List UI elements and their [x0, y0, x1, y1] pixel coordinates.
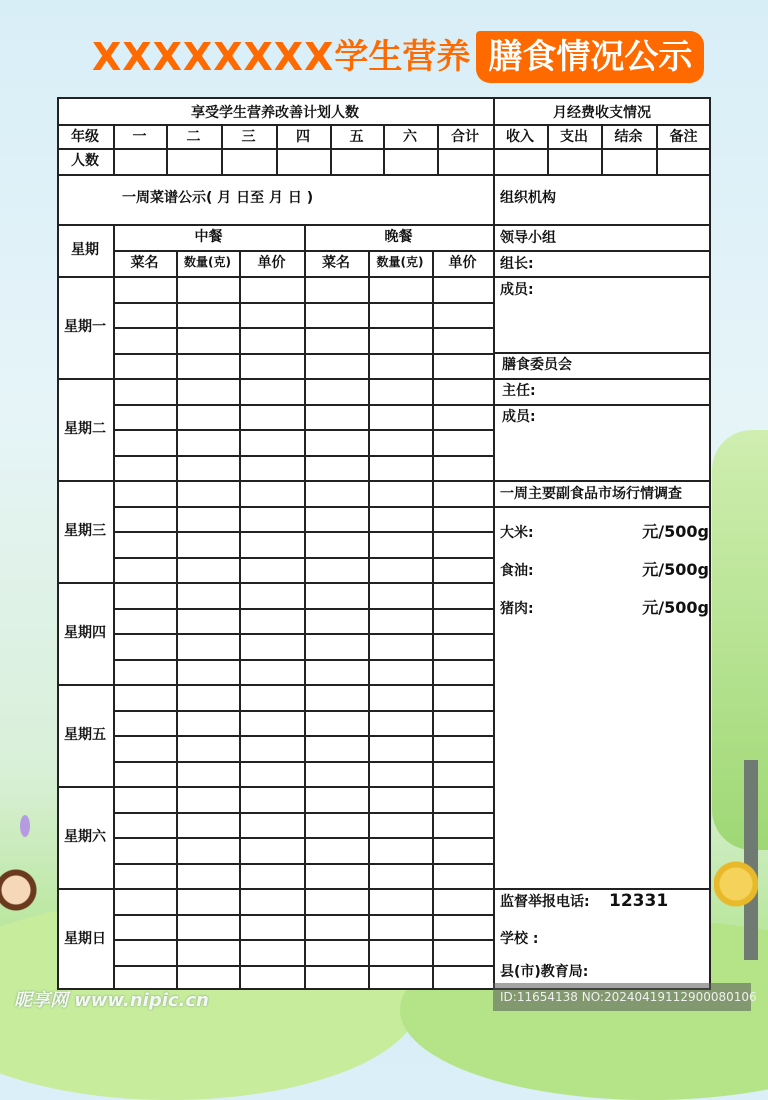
- menu-entry-cell[interactable]: [241, 661, 304, 685]
- menu-entry-cell[interactable]: [115, 941, 176, 965]
- enrollment-count-input[interactable]: [332, 150, 383, 174]
- menu-entry-cell[interactable]: [115, 686, 176, 710]
- menu-entry-cell[interactable]: [306, 431, 368, 455]
- menu-entry-cell[interactable]: [178, 304, 239, 328]
- grid-line: [113, 250, 493, 252]
- grid-line: [493, 250, 711, 252]
- menu-entry-cell[interactable]: [241, 380, 304, 404]
- weekday-header: 星期: [71, 242, 99, 258]
- menu-entry-cell[interactable]: [178, 941, 239, 965]
- menu-entry-cell[interactable]: [434, 355, 493, 379]
- menu-entry-cell[interactable]: [178, 431, 239, 455]
- menu-entry-cell[interactable]: [306, 635, 368, 659]
- menu-entry-cell[interactable]: [178, 329, 239, 353]
- menu-entry-cell[interactable]: [370, 431, 432, 455]
- enrollment-header: 享受学生营养改善计划人数: [191, 105, 359, 121]
- title-badge: 膳食情况公示: [476, 31, 704, 83]
- menu-entry-cell[interactable]: [434, 916, 493, 940]
- market-item-label: 大米:: [500, 525, 534, 541]
- menu-entry-cell[interactable]: [306, 304, 368, 328]
- menu-entry-cell[interactable]: [306, 916, 368, 940]
- menu-entry-cell[interactable]: [434, 431, 493, 455]
- menu-entry-cell[interactable]: [370, 712, 432, 736]
- menu-entry-cell[interactable]: [241, 941, 304, 965]
- menu-entry-cell[interactable]: [178, 737, 239, 761]
- menu-entry-cell[interactable]: [370, 661, 432, 685]
- menu-entry-cell[interactable]: [306, 355, 368, 379]
- section-divider: [493, 97, 495, 990]
- menu-entry-cell[interactable]: [370, 686, 432, 710]
- menu-entry-cell[interactable]: [115, 406, 176, 430]
- menu-entry-cell[interactable]: [306, 763, 368, 787]
- menu-entry-cell[interactable]: [434, 329, 493, 353]
- menu-entry-cell[interactable]: [241, 431, 304, 455]
- finance-column-header: 备注: [669, 129, 698, 145]
- menu-entry-cell[interactable]: [434, 865, 493, 889]
- image-id-text: ID:11654138 NO:20240419112900080106: [500, 990, 757, 1004]
- menu-entry-cell[interactable]: [115, 559, 176, 583]
- market-item-unit: 元/500g: [642, 522, 709, 541]
- education-bureau-label: 县(市)教育局:: [500, 964, 589, 980]
- menu-entry-cell[interactable]: [370, 788, 432, 812]
- org-divider: [493, 480, 711, 482]
- market-item-unit: 元/500g: [642, 560, 709, 579]
- menu-entry-cell[interactable]: [115, 355, 176, 379]
- menu-entry-cell[interactable]: [306, 329, 368, 353]
- menu-entry-cell[interactable]: [306, 737, 368, 761]
- menu-entry-cell[interactable]: [115, 890, 176, 914]
- menu-entry-cell[interactable]: [241, 788, 304, 812]
- finance-column-header: 结余: [614, 129, 643, 145]
- title-prefix: XXXXXXXX: [92, 35, 335, 79]
- menu-entry-cell[interactable]: [434, 304, 493, 328]
- finance-value-input[interactable]: [603, 150, 656, 174]
- title-main: 学生营养: [334, 37, 471, 77]
- menu-entry-cell[interactable]: [241, 712, 304, 736]
- menu-entry-cell[interactable]: [434, 610, 493, 634]
- menu-entry-cell[interactable]: [434, 814, 493, 838]
- menu-entry-cell[interactable]: [306, 380, 368, 404]
- menu-entry-cell[interactable]: [306, 457, 368, 481]
- grade-label: 年级: [71, 129, 99, 145]
- menu-entry-cell[interactable]: [306, 584, 368, 608]
- finance-column-header: 收入: [506, 129, 534, 145]
- menu-entry-cell[interactable]: [241, 967, 304, 991]
- menu-entry-cell[interactable]: [178, 559, 239, 583]
- menu-entry-cell[interactable]: [434, 737, 493, 761]
- menu-entry-cell[interactable]: [241, 916, 304, 940]
- menu-entry-cell[interactable]: [370, 584, 432, 608]
- menu-entry-cell[interactable]: [178, 661, 239, 685]
- menu-entry-cell[interactable]: [115, 635, 176, 659]
- menu-entry-cell[interactable]: [178, 278, 239, 302]
- menu-entry-cell[interactable]: [370, 610, 432, 634]
- menu-entry-cell[interactable]: [241, 355, 304, 379]
- menu-entry-cell[interactable]: [115, 814, 176, 838]
- menu-entry-cell[interactable]: [115, 712, 176, 736]
- menu-entry-cell[interactable]: [115, 278, 176, 302]
- menu-entry-cell[interactable]: [434, 712, 493, 736]
- market-survey-title: 一周主要副食品市场行情调查: [500, 486, 682, 502]
- menu-entry-cell[interactable]: [241, 814, 304, 838]
- grid-line: [57, 174, 711, 176]
- menu-column-header: 菜名: [322, 255, 350, 271]
- finance-value-input[interactable]: [549, 150, 601, 174]
- menu-entry-cell[interactable]: [434, 941, 493, 965]
- menu-entry-cell[interactable]: [370, 635, 432, 659]
- finance-column-header: 支出: [560, 129, 588, 145]
- weekday-label: 星期三: [64, 523, 106, 539]
- finance-value-input[interactable]: [495, 150, 547, 174]
- weekday-label: 星期日: [64, 931, 106, 947]
- menu-entry-cell[interactable]: [241, 635, 304, 659]
- menu-entry-cell[interactable]: [115, 916, 176, 940]
- menu-entry-cell[interactable]: [115, 329, 176, 353]
- weekday-label: 星期四: [64, 625, 106, 641]
- menu-entry-cell[interactable]: [306, 406, 368, 430]
- menu-entry-cell[interactable]: [178, 712, 239, 736]
- grid-line: [57, 224, 711, 226]
- org-divider: [493, 888, 711, 890]
- menu-entry-cell[interactable]: [178, 865, 239, 889]
- menu-entry-cell[interactable]: [306, 278, 368, 302]
- menu-column-header: 数量(克): [376, 255, 424, 269]
- menu-entry-cell[interactable]: [178, 508, 239, 532]
- site-watermark: 昵享网 www.nipic.cn: [14, 990, 209, 1011]
- menu-entry-cell[interactable]: [241, 610, 304, 634]
- menu-entry-cell[interactable]: [115, 482, 176, 506]
- menu-entry-cell[interactable]: [434, 890, 493, 914]
- weekday-label: 星期一: [64, 319, 106, 335]
- enrollment-count-input[interactable]: [168, 150, 221, 174]
- enrollment-count-input[interactable]: [278, 150, 330, 174]
- menu-entry-cell[interactable]: [306, 967, 368, 991]
- menu-entry-cell[interactable]: [306, 686, 368, 710]
- menu-entry-cell[interactable]: [178, 635, 239, 659]
- menu-entry-cell[interactable]: [115, 457, 176, 481]
- menu-entry-cell[interactable]: [178, 380, 239, 404]
- enrollment-count-input[interactable]: [439, 150, 493, 174]
- school-label: 学校 :: [500, 931, 539, 947]
- sunflower-decoration: [714, 840, 758, 950]
- menu-entry-cell[interactable]: [434, 482, 493, 506]
- child-illustration: [0, 860, 40, 960]
- menu-entry-cell[interactable]: [115, 610, 176, 634]
- committee-members-field[interactable]: [495, 406, 711, 480]
- menu-entry-cell[interactable]: [178, 482, 239, 506]
- weekday-label: 星期五: [64, 727, 106, 743]
- menu-entry-cell[interactable]: [370, 457, 432, 481]
- leader-label: 组长:: [500, 256, 534, 272]
- menu-entry-cell[interactable]: [370, 380, 432, 404]
- org-divider: [493, 352, 711, 354]
- menu-entry-cell[interactable]: [370, 329, 432, 353]
- menu-entry-cell[interactable]: [306, 661, 368, 685]
- market-item-label: 猪肉:: [500, 601, 534, 617]
- menu-entry-cell[interactable]: [370, 559, 432, 583]
- menu-entry-cell[interactable]: [434, 763, 493, 787]
- menu-entry-cell[interactable]: [241, 533, 304, 557]
- menu-entry-cell[interactable]: [370, 304, 432, 328]
- market-item-label: 食油:: [500, 563, 534, 579]
- menu-entry-cell[interactable]: [434, 839, 493, 863]
- menu-entry-cell[interactable]: [370, 916, 432, 940]
- leadership-members-label: 成员:: [500, 282, 534, 298]
- finance-value-input[interactable]: [658, 150, 711, 174]
- menu-entry-cell[interactable]: [178, 406, 239, 430]
- hotline-number: 12331: [609, 891, 669, 911]
- menu-entry-cell[interactable]: [306, 559, 368, 583]
- menu-entry-cell[interactable]: [370, 941, 432, 965]
- committee-director-label: 主任:: [502, 383, 536, 399]
- menu-entry-cell[interactable]: [306, 712, 368, 736]
- menu-entry-cell[interactable]: [115, 865, 176, 889]
- grade-column-header: 二: [186, 129, 201, 145]
- menu-entry-cell[interactable]: [178, 839, 239, 863]
- menu-entry-cell[interactable]: [241, 457, 304, 481]
- menu-entry-cell[interactable]: [241, 508, 304, 532]
- menu-entry-cell[interactable]: [370, 737, 432, 761]
- menu-entry-cell[interactable]: [178, 584, 239, 608]
- menu-entry-cell[interactable]: [306, 533, 368, 557]
- menu-entry-cell[interactable]: [178, 533, 239, 557]
- menu-entry-cell[interactable]: [370, 967, 432, 991]
- menu-entry-cell[interactable]: [178, 355, 239, 379]
- menu-entry-cell[interactable]: [434, 635, 493, 659]
- menu-column-header: 数量(克): [184, 255, 231, 269]
- grade-column-header: 合计: [451, 129, 479, 145]
- menu-entry-cell[interactable]: [115, 839, 176, 863]
- menu-entry-cell[interactable]: [115, 431, 176, 455]
- finance-header: 月经费收支情况: [553, 105, 651, 121]
- menu-entry-cell[interactable]: [434, 508, 493, 532]
- menu-column-header: 单价: [257, 255, 286, 271]
- menu-entry-cell[interactable]: [434, 380, 493, 404]
- menu-entry-cell[interactable]: [178, 814, 239, 838]
- menu-entry-cell[interactable]: [434, 559, 493, 583]
- flower-decoration: [20, 815, 30, 837]
- menu-entry-cell[interactable]: [115, 380, 176, 404]
- lunch-header: 中餐: [194, 229, 223, 245]
- menu-entry-cell[interactable]: [178, 686, 239, 710]
- menu-entry-cell[interactable]: [434, 788, 493, 812]
- weekday-label: 星期二: [64, 421, 106, 437]
- menu-entry-cell[interactable]: [241, 839, 304, 863]
- menu-entry-cell[interactable]: [434, 584, 493, 608]
- committee-members-label: 成员:: [502, 409, 536, 425]
- menu-entry-cell[interactable]: [241, 559, 304, 583]
- menu-entry-cell[interactable]: [178, 890, 239, 914]
- menu-entry-cell[interactable]: [178, 457, 239, 481]
- menu-entry-cell[interactable]: [306, 610, 368, 634]
- org-divider: [493, 378, 711, 380]
- menu-entry-cell[interactable]: [241, 329, 304, 353]
- count-label: 人数: [71, 153, 99, 169]
- hotline-label: 监督举报电话:: [500, 894, 590, 910]
- org-divider: [493, 506, 711, 508]
- menu-entry-cell[interactable]: [115, 304, 176, 328]
- grade-column-header: 三: [241, 129, 256, 145]
- grade-column-header: 四: [296, 129, 310, 145]
- grade-column-header: 六: [403, 129, 417, 145]
- menu-entry-cell[interactable]: [241, 890, 304, 914]
- menu-entry-cell[interactable]: [370, 814, 432, 838]
- menu-entry-cell[interactable]: [241, 763, 304, 787]
- menu-entry-cell[interactable]: [115, 737, 176, 761]
- menu-entry-cell[interactable]: [434, 661, 493, 685]
- menu-entry-cell[interactable]: [306, 482, 368, 506]
- menu-entry-cell[interactable]: [306, 839, 368, 863]
- weekday-label: 星期六: [64, 829, 106, 845]
- menu-entry-cell[interactable]: [306, 814, 368, 838]
- grade-column-header: 五: [349, 129, 364, 145]
- menu-entry-cell[interactable]: [241, 686, 304, 710]
- menu-entry-cell[interactable]: [434, 406, 493, 430]
- menu-entry-cell[interactable]: [241, 406, 304, 430]
- leadership-group-title: 领导小组: [500, 230, 556, 246]
- menu-entry-cell[interactable]: [306, 788, 368, 812]
- menu-entry-cell[interactable]: [115, 533, 176, 557]
- menu-entry-cell[interactable]: [434, 686, 493, 710]
- menu-entry-cell[interactable]: [178, 763, 239, 787]
- menu-entry-cell[interactable]: [115, 763, 176, 787]
- menu-entry-cell[interactable]: [241, 865, 304, 889]
- menu-week-title: 一周菜谱公示( 月 日至 月 日 ): [122, 190, 314, 206]
- leadership-members-field[interactable]: [495, 278, 711, 352]
- nutrition-disclosure-table: [57, 97, 711, 990]
- menu-entry-cell[interactable]: [434, 533, 493, 557]
- menu-entry-cell[interactable]: [115, 661, 176, 685]
- menu-entry-cell[interactable]: [115, 788, 176, 812]
- menu-entry-cell[interactable]: [178, 916, 239, 940]
- menu-entry-cell[interactable]: [370, 839, 432, 863]
- menu-entry-cell[interactable]: [178, 610, 239, 634]
- menu-entry-cell[interactable]: [370, 406, 432, 430]
- menu-entry-cell[interactable]: [370, 482, 432, 506]
- menu-entry-cell[interactable]: [178, 788, 239, 812]
- menu-entry-cell[interactable]: [370, 533, 432, 557]
- menu-entry-cell[interactable]: [306, 508, 368, 532]
- enrollment-count-input[interactable]: [115, 150, 166, 174]
- tree-right: [712, 430, 768, 850]
- organization-title: 组织机构: [500, 190, 556, 206]
- menu-entry-cell[interactable]: [370, 355, 432, 379]
- page-title: [92, 30, 704, 84]
- menu-entry-cell[interactable]: [115, 508, 176, 532]
- menu-column-header: 单价: [448, 255, 477, 271]
- menu-entry-cell[interactable]: [434, 967, 493, 991]
- menu-entry-cell[interactable]: [370, 508, 432, 532]
- menu-entry-cell[interactable]: [115, 584, 176, 608]
- menu-entry-cell[interactable]: [370, 890, 432, 914]
- menu-entry-cell[interactable]: [370, 763, 432, 787]
- menu-entry-cell[interactable]: [370, 865, 432, 889]
- menu-entry-cell[interactable]: [241, 482, 304, 506]
- menu-entry-cell[interactable]: [241, 278, 304, 302]
- menu-entry-cell[interactable]: [306, 890, 368, 914]
- menu-entry-cell[interactable]: [241, 737, 304, 761]
- enrollment-count-input[interactable]: [223, 150, 276, 174]
- menu-entry-cell[interactable]: [434, 457, 493, 481]
- menu-entry-cell[interactable]: [306, 941, 368, 965]
- menu-entry-cell[interactable]: [306, 865, 368, 889]
- grade-column-header: 一: [132, 129, 147, 145]
- menu-entry-cell[interactable]: [370, 278, 432, 302]
- dinner-header: 晚餐: [384, 229, 413, 245]
- menu-entry-cell[interactable]: [434, 278, 493, 302]
- meal-committee-title: 膳食委员会: [502, 357, 572, 373]
- enrollment-count-input[interactable]: [385, 150, 437, 174]
- market-item-unit: 元/500g: [642, 598, 709, 617]
- menu-entry-cell[interactable]: [241, 584, 304, 608]
- menu-entry-cell[interactable]: [241, 304, 304, 328]
- menu-column-header: 菜名: [130, 255, 159, 271]
